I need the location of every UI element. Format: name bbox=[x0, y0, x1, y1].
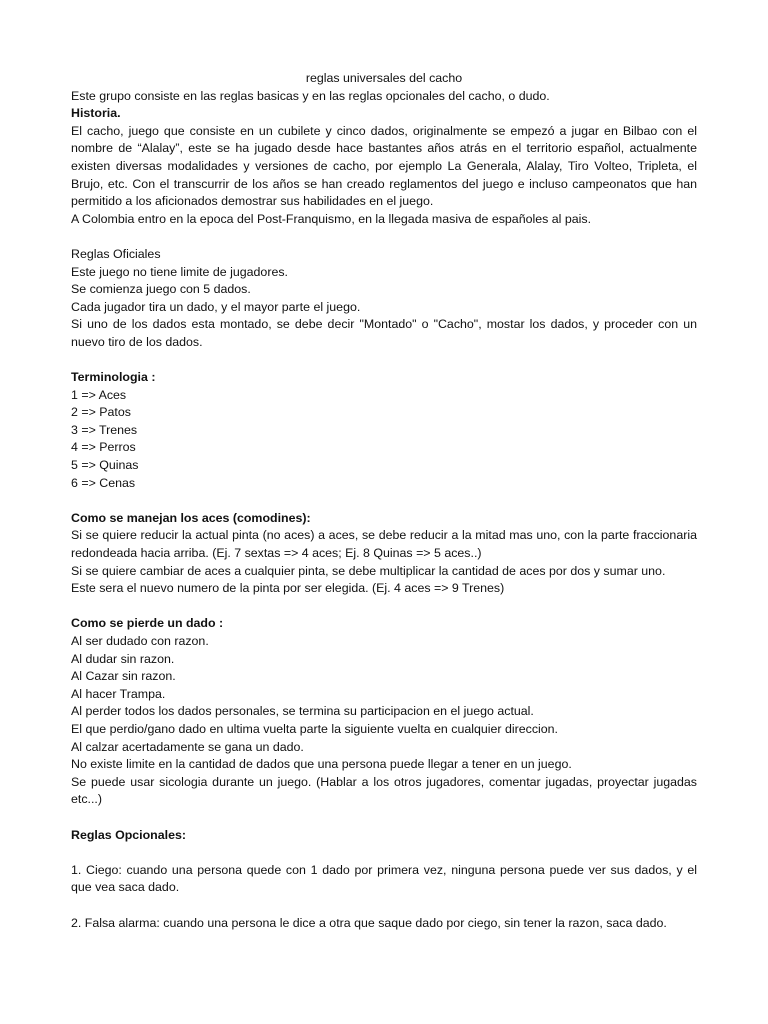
spacer bbox=[71, 844, 697, 862]
terminologia-heading: Terminologia : bbox=[71, 370, 156, 385]
intro-paragraph: Este grupo consiste en las reglas basicas y en las reglas opcionales del cacho, o dudo. bbox=[71, 88, 550, 103]
historia-paragraph: El cacho, juego que consiste en un cubilete y cinco dados, originalmente se empezó a jugar en Bilbao con el nombre de “Alalay”, este se ha jugado desde hace bastantes años atrás en el territorio español, actualmente existen diversas modalidades y versiones de cacho, por ejemplo La Generala, Alalay, Tiro Volteo, Tripleta, el Brujo, etc. Con el transcurrir de los años se han creado reglamentos del juego e incluso campeonatos que han permitido a los aficionados demostrar sus habilidades en el juego. bbox=[71, 123, 697, 209]
regla-line: Este juego no tiene limite de jugadores. bbox=[71, 264, 288, 279]
pierde-line: El que perdio/gano dado en ultima vuelta parte la siguiente vuelta en cualquier direccion. bbox=[71, 721, 558, 736]
terminologia-item: 1 => Aces bbox=[71, 387, 127, 402]
pierde-line: No existe limite en la cantidad de dados que una persona puede llegar a tener en un juego. bbox=[71, 757, 572, 772]
spacer bbox=[71, 809, 697, 827]
terminologia-item: 4 => Perros bbox=[71, 440, 136, 455]
pierde-line: Al calzar acertadamente se gana un dado. bbox=[71, 739, 304, 754]
spacer bbox=[71, 228, 697, 246]
pierde-line: Al perder todos los dados personales, se termina su participacion en el juego actual. bbox=[71, 704, 534, 719]
historia-heading: Historia. bbox=[71, 106, 121, 121]
aces-line: Este sera el nuevo numero de la pinta por ser elegida. (Ej. 4 aces => 9 Trenes) bbox=[71, 581, 505, 596]
historia-colombia-paragraph: A Colombia entro en la epoca del Post-Franquismo, en la llegada masiva de españoles al pais. bbox=[71, 211, 592, 226]
terminologia-item: 5 => Quinas bbox=[71, 458, 139, 473]
terminologia-item: 3 => Trenes bbox=[71, 422, 138, 437]
spacer bbox=[71, 598, 697, 616]
spacer bbox=[71, 897, 697, 915]
terminologia-item: 6 => Cenas bbox=[71, 475, 136, 490]
pierde-heading: Como se pierde un dado : bbox=[71, 616, 224, 631]
regla-line: Se comienza juego con 5 dados. bbox=[71, 282, 251, 297]
aces-heading: Como se manejan los aces (comodines): bbox=[71, 510, 311, 525]
aces-line: Si se quiere cambiar de aces a cualquier pinta, se debe multiplicar la cantidad de aces por dos y sumar uno. bbox=[71, 563, 666, 578]
pierde-line: Al dudar sin razon. bbox=[71, 651, 175, 666]
regla-line: Cada jugador tira un dado, y el mayor parte el juego. bbox=[71, 299, 361, 314]
pierde-line: Se puede usar sicologia durante un juego. (Hablar a los otros jugadores, comentar jugadas, proyectar jugadas etc...) bbox=[71, 774, 697, 807]
document-title: reglas universales del cacho bbox=[305, 71, 463, 85]
terminologia-list bbox=[71, 387, 697, 493]
terminologia-item: 2 => Patos bbox=[71, 405, 131, 420]
opcionales-heading: Reglas Opcionales: bbox=[71, 827, 186, 842]
pierde-line: Al hacer Trampa. bbox=[71, 686, 166, 701]
opcional-item: 1. Ciego: cuando una persona quede con 1 dado por primera vez, ninguna persona puede ver sus dados, y el que vea saca dado. bbox=[71, 862, 697, 895]
spacer bbox=[71, 352, 697, 370]
spacer bbox=[71, 492, 697, 510]
pierde-line: Al ser dudado con razon. bbox=[71, 634, 209, 648]
regla-line: Si uno de los dados esta montado, se debe decir "Montado" o "Cacho", mostar los dados, y proceder con un nuevo tiro de los dados. bbox=[71, 317, 697, 349]
aces-line: Si se quiere reducir la actual pinta (no aces) a aces, se debe reducir a la mitad mas uno, con la parte fraccionaria redondeada hacia arriba. (Ej. 7 sextas => 4 aces; Ej. 8 Quinas => 5 aces..) bbox=[71, 528, 697, 561]
reglas-oficiales-heading: Reglas Oficiales bbox=[71, 246, 161, 261]
pierde-line: Al Cazar sin razon. bbox=[71, 669, 176, 684]
opcional-item: 2. Falsa alarma: cuando una persona le dice a otra que saque dado por ciego, sin tener la razon, saca dado. bbox=[71, 915, 667, 930]
